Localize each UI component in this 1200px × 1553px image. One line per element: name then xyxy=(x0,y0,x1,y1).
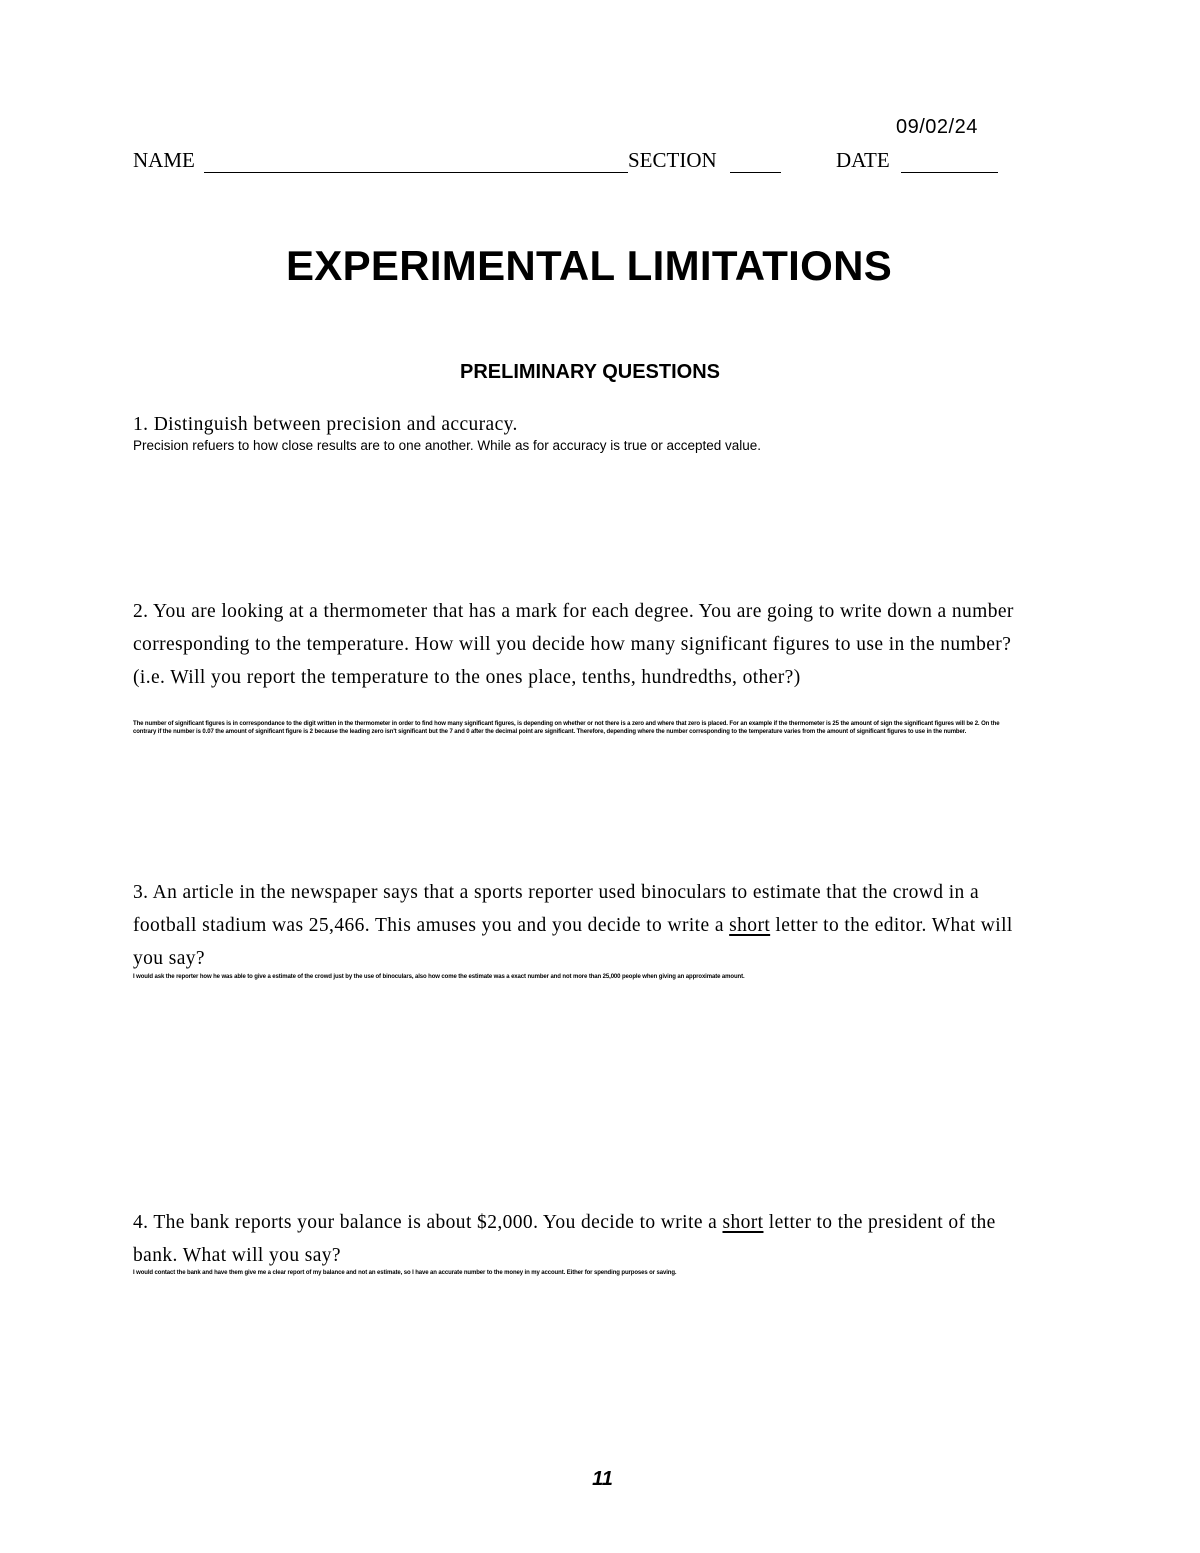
name-blank xyxy=(204,152,628,173)
question-4-underlined-word: short xyxy=(722,1212,764,1233)
section-blank xyxy=(730,152,781,173)
page-title: EXPERIMENTAL LIMITATIONS xyxy=(285,242,893,289)
section-heading: PRELIMINARY QUESTIONS xyxy=(459,361,721,383)
handwritten-date: 09/02/24 xyxy=(896,116,978,138)
answer-3: I would ask the reporter how he was able to give a estimate of the crowd just by the use of binoculars, also how come the estimate was a exact number and not more than 25,000 people when giving an approximate amount. xyxy=(133,974,745,980)
section-label: SECTION xyxy=(628,148,717,172)
question-1: 1. Distinguish between precision and accuracy. xyxy=(133,414,518,435)
date-blank xyxy=(901,152,998,173)
name-label: NAME xyxy=(133,148,195,172)
answer-1: Precision refuers to how close results are to one another. While as for accuracy is true or accepted value. xyxy=(133,438,762,453)
question-4-text-end: letter to the president of the bank. What will you say? xyxy=(133,1212,996,1266)
date-label: DATE xyxy=(836,148,890,172)
question-3-text-end: letter to the editor. What will you say? xyxy=(133,915,1013,969)
answer-4: I would contact the bank and have them give me a clear report of my balance and not an estimate, so I have an accurate number to the money in my account. Either for spending purposes or saving. xyxy=(133,1270,677,1276)
question-4 xyxy=(133,1206,1033,1272)
question-4-text-start: 4. The bank reports your balance is about $2,000. You decide to write a xyxy=(133,1212,723,1233)
question-3-underlined-word: short xyxy=(729,915,771,936)
answer-2: The number of significant figures is in correspondance to the digit written in the thermometer in order to find how many significant figures, is depending on whether or not there is a zero and where that zero is placed. For an example if the thermometer is 25 the amount of sign the significant figures will be 2. On the contrary if the number is 0.07 the amount of significant figure is 2 because the leading zero isn't significant but the 7 and 0 after the decimal point are significant. Therefore, depending where the number corresponding to the temperature varies from the amount of significant figures to use in the number. xyxy=(133,721,1000,735)
question-3-text-start: 3. An article in the newspaper says that a sports reporter used binoculars to estimate that the crowd in a football stadium was 25,466. This amuses you and you decide to write a xyxy=(133,882,979,936)
page-number: 11 xyxy=(592,1468,613,1490)
student-info-line xyxy=(133,148,1013,178)
question-2: 2. You are looking at a thermometer that has a mark for each degree. You are going to write down a number corresponding to the temperature. How will you decide how many significant figures to use in the number? (i.e. Will you report the temperature to the ones place, tenths, hundredths, other?) xyxy=(133,601,1014,688)
question-3 xyxy=(133,876,1033,975)
